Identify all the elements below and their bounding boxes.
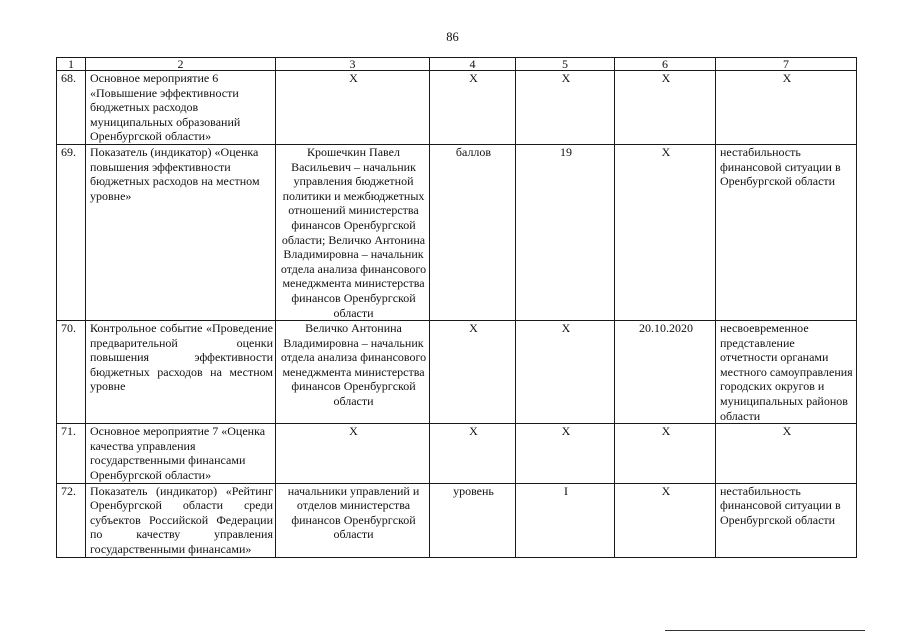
table-row	[57, 144, 857, 320]
header-row	[57, 58, 857, 71]
column-header-2: 2	[86, 58, 276, 71]
risk-cell: несвоевременное представление отчетности органами местного самоуправления городских округов и муниципальных районов области	[716, 321, 857, 424]
column-header-3: 3	[276, 58, 430, 71]
value-cell: Х	[516, 71, 615, 145]
responsible-cell: Х	[276, 424, 430, 483]
row-number: 70.	[57, 321, 86, 424]
table-row	[57, 71, 857, 145]
value-cell: 19	[516, 144, 615, 320]
measure-name: Основное мероприятие 7 «Оценка качества управления государственными финансами Оренбургской области»	[86, 424, 276, 483]
unit-cell: уровень	[430, 483, 516, 557]
measure-name: Контрольное событие «Проведение предварительной оценки повышения эффективности бюджетных расходов на местном уровне	[86, 321, 276, 424]
deadline-cell: Х	[615, 144, 716, 320]
measure-name: Показатель (индикатор) «Рейтинг Оренбургской области среди субъектов Российской Федерации по качеству управления государственными финансами»	[86, 483, 276, 557]
column-header-5: 5	[516, 58, 615, 71]
unit-cell: Х	[430, 321, 516, 424]
risk-cell: нестабильность финансовой ситуации в Оренбургской области	[716, 483, 857, 557]
continuation-rule	[665, 630, 865, 631]
responsible-cell: Х	[276, 71, 430, 145]
row-number: 72.	[57, 483, 86, 557]
unit-cell: Х	[430, 424, 516, 483]
deadline-cell: Х	[615, 483, 716, 557]
responsible-cell: Крошечкин Павел Васильевич – начальник управления бюджетной политики и межбюджетных отношений министерства финансов Оренбургской области; Величко Антонина Владимировна – начальник отдела анализа финансового менеджмента министерства финансов Оренбургской области	[276, 144, 430, 320]
table-row	[57, 321, 857, 424]
column-header-7: 7	[716, 58, 857, 71]
risk-cell: нестабильность финансовой ситуации в Оренбургской области	[716, 144, 857, 320]
measures-table	[56, 57, 857, 558]
measure-name: Основное мероприятие 6 «Повышение эффективности бюджетных расходов муниципальных образований Оренбургской области»	[86, 71, 276, 145]
unit-cell: Х	[430, 71, 516, 145]
risk-cell: Х	[716, 71, 857, 145]
risk-cell: Х	[716, 424, 857, 483]
value-cell: I	[516, 483, 615, 557]
responsible-cell: Величко Антонина Владимировна – начальник отдела анализа финансового менеджмента министерства финансов Оренбургской области	[276, 321, 430, 424]
unit-cell: баллов	[430, 144, 516, 320]
measure-name: Показатель (индикатор) «Оценка повышения эффективности бюджетных расходов на местном уровне»	[86, 144, 276, 320]
value-cell: Х	[516, 424, 615, 483]
deadline-cell: Х	[615, 424, 716, 483]
column-header-1: 1	[57, 58, 86, 71]
table-row	[57, 424, 857, 483]
row-number: 68.	[57, 71, 86, 145]
deadline-cell: 20.10.2020	[615, 321, 716, 424]
column-header-4: 4	[430, 58, 516, 71]
row-number: 71.	[57, 424, 86, 483]
deadline-cell: Х	[615, 71, 716, 145]
row-number: 69.	[57, 144, 86, 320]
page-number: 86	[446, 30, 459, 44]
value-cell: Х	[516, 321, 615, 424]
table-row	[57, 483, 857, 557]
responsible-cell: начальники управлений и отделов министерства финансов Оренбургской области	[276, 483, 430, 557]
column-header-6: 6	[615, 58, 716, 71]
